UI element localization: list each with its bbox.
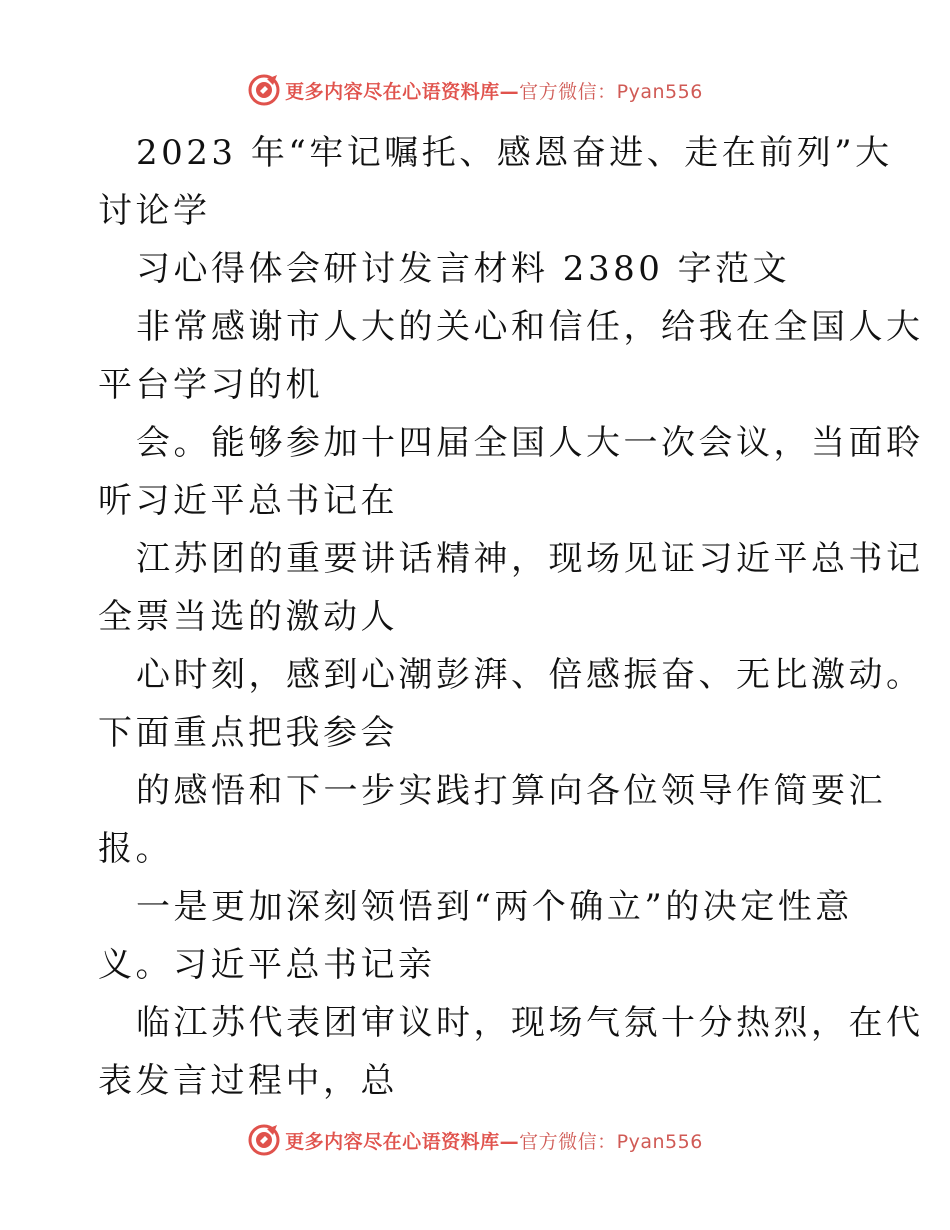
text-line: 江苏团的重要讲话精神，现场见证习近平总书记	[136, 539, 924, 579]
banner-wechat-text: 官方微信：Pyan556	[519, 80, 703, 103]
text-line: 心时刻，感到心潮彭湃、倍感振奋、无比激动。	[136, 655, 924, 695]
footer-banner	[0, 1120, 950, 1160]
pen-circle-logo-icon	[247, 73, 281, 107]
text-line: 非常感谢市人大的关心和信任，给我在全国人大	[136, 307, 924, 347]
text-line: 讨论学	[98, 191, 211, 231]
text-line: 听习近平总书记在	[98, 481, 398, 521]
text-line: 临江苏代表团审议时，现场气氛十分热烈，在代	[136, 1003, 924, 1043]
text-line: 会。能够参加十四届全国人大一次会议，当面聆	[136, 423, 924, 463]
header-banner	[0, 70, 950, 110]
text-line: 习心得体会研讨发言材料 2380 字范文	[136, 249, 791, 289]
text-line: 表发言过程中，总	[98, 1061, 398, 1101]
text-line: 的感悟和下一步实践打算向各位领导作简要汇	[136, 771, 886, 811]
banner-wechat-text: 官方微信：Pyan556	[519, 1130, 703, 1153]
text-line: 平台学习的机	[98, 365, 323, 405]
banner-text	[285, 77, 703, 104]
text-line: 报。	[98, 829, 173, 869]
text-line: 一是更加深刻领悟到“两个确立”的决定性意	[136, 887, 853, 927]
banner-text	[285, 1127, 703, 1154]
banner-separator: —	[499, 80, 520, 103]
text-line: 义。习近平总书记亲	[98, 945, 436, 985]
banner-main-text: 更多内容尽在心语资料库	[285, 80, 500, 103]
text-line: 全票当选的激动人	[98, 597, 398, 637]
text-line: 2023 年“牢记嘱托、感恩奋进、走在前列”大	[136, 133, 893, 173]
banner-main-text: 更多内容尽在心语资料库	[285, 1130, 500, 1153]
pen-circle-logo-icon	[247, 1123, 281, 1157]
document-body	[98, 124, 924, 1110]
text-line: 下面重点把我参会	[98, 713, 398, 753]
banner-separator: —	[499, 1130, 520, 1153]
